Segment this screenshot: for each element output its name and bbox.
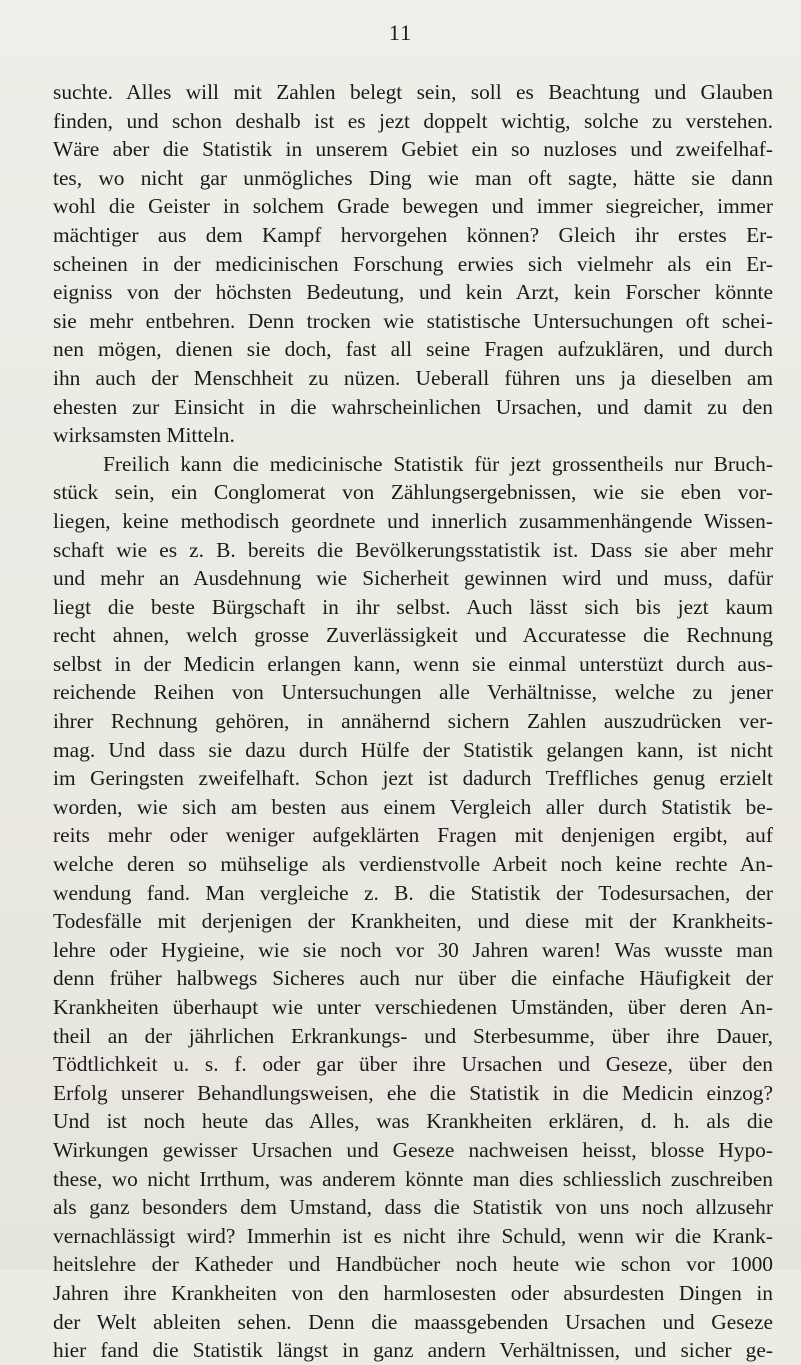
text-line: Todesfälle mit derjenigen der Krankheiten, und diese mit der Krankheits- bbox=[53, 909, 773, 934]
text-line: theil an der jährlichen Erkrankungs- und Sterbesumme, über ihre Dauer, bbox=[53, 1023, 773, 1048]
text-line: vernachlässigt wird? Immerhin ist es nicht ihre Schuld, wenn wir die Krank- bbox=[53, 1223, 773, 1248]
text-line: lehre oder Hygieine, wie sie noch vor 30 Jahren waren! Was wusste man bbox=[53, 937, 773, 962]
text-line: heitslehre der Katheder und Handbücher noch heute wie schon vor 1000 bbox=[53, 1252, 773, 1277]
text-line: nen mögen, dienen sie doch, fast all seine Fragen aufzuklären, und durch bbox=[53, 337, 773, 362]
text-line: Jahren ihre Krankheiten von den harmlosesten oder absurdesten Dingen in bbox=[53, 1280, 773, 1305]
text-line: Wäre aber die Statistik in unserem Gebiet ein so nuzloses und zweifelhaf- bbox=[53, 137, 773, 162]
text-line: im Geringsten zweifelhaft. Schon jezt ist dadurch Treffliches genug erzielt bbox=[53, 766, 773, 791]
text-line: Wirkungen gewisser Ursachen und Geseze nachweisen heisst, blosse Hypo- bbox=[53, 1137, 773, 1162]
text-line: stück sein, ein Conglomerat von Zählungsergebnissen, wie sie eben vor- bbox=[53, 480, 773, 505]
text-line: Und ist noch heute das Alles, was Krankheiten erklären, d. h. als die bbox=[53, 1109, 773, 1134]
paragraph-start-line: Freilich kann die medicinische Statistik für jezt grossentheils nur Bruch- bbox=[103, 451, 773, 476]
text-line: der Welt ableiten sehen. Denn die maassgebenden Ursachen und Geseze bbox=[53, 1309, 773, 1334]
text-line: these, wo nicht Irrthum, was anderem könnte man dies schliesslich zuschreiben bbox=[53, 1166, 773, 1191]
text-line: mächtiger aus dem Kampf hervorgehen können? Gleich ihr erstes Er- bbox=[53, 222, 773, 247]
text-line: Erfolg unserer Behandlungsweisen, ehe die Statistik in die Medicin einzog? bbox=[53, 1080, 773, 1105]
text-line: reits mehr oder weniger aufgeklärten Fragen mit denjenigen ergibt, auf bbox=[53, 823, 773, 848]
text-line: finden, und schon deshalb ist es jezt doppelt wichtig, solche zu verstehen. bbox=[53, 108, 773, 133]
text-line: als ganz besonders dem Umstand, dass die Statistik von uns noch allzusehr bbox=[53, 1195, 773, 1220]
text-line: ehesten zur Einsicht in die wahrscheinlichen Ursachen, und damit zu den bbox=[53, 394, 773, 419]
text-line: schaft wie es z. B. bereits die Bevölkerungsstatistik ist. Dass sie aber mehr bbox=[53, 537, 773, 562]
text-line: und mehr an Ausdehnung wie Sicherheit gewinnen wird und muss, dafür bbox=[53, 566, 773, 591]
text-line: reichende Reihen von Untersuchungen alle Verhältnisse, welche zu jener bbox=[53, 680, 773, 705]
text-line: suchte. Alles will mit Zahlen belegt sein, soll es Beachtung und Glauben bbox=[53, 80, 773, 104]
body-text bbox=[53, 78, 773, 1365]
text-line: Krankheiten überhaupt wie unter verschiedenen Umständen, über deren An- bbox=[53, 995, 773, 1019]
text-line: sie mehr entbehren. Denn trocken wie statistische Untersuchungen oft schei- bbox=[53, 308, 773, 333]
text-line: ihn auch der Menschheit zu nüzen. Ueberall führen uns ja dieselben am bbox=[53, 365, 773, 390]
text-line: liegen, keine methodisch geordnete und innerlich zusammenhängende Wissen- bbox=[53, 508, 773, 533]
text-line: denn früher halbwegs Sicheres auch nur über die einfache Häufigkeit der bbox=[53, 966, 773, 991]
text-line: liegt die beste Bürgschaft in ihr selbst. Auch lässt sich bis jezt kaum bbox=[53, 594, 773, 619]
text-line: wohl die Geister in solchem Grade bewegen und immer siegreicher, immer bbox=[53, 194, 773, 219]
text-line: eigniss von der höchsten Bedeutung, und kein Arzt, kein Forscher könnte bbox=[53, 280, 773, 305]
text-line: wendung fand. Man vergleiche z. B. die Statistik der Todesursachen, der bbox=[53, 880, 773, 905]
text-line: welche deren so mühselige als verdienstvolle Arbeit noch keine rechte An- bbox=[53, 852, 773, 877]
text-line: selbst in der Medicin erlangen kann, wenn sie einmal unterstüzt durch aus- bbox=[53, 651, 773, 676]
text-line: scheinen in der medicinischen Forschung erwies sich vielmehr als ein Er- bbox=[53, 251, 773, 276]
text-line: tes, wo nicht gar unmögliches Ding wie man oft sagte, hätte sie dann bbox=[53, 165, 773, 190]
page-number: 11 bbox=[388, 20, 413, 45]
text-line: worden, wie sich am besten aus einem Vergleich aller durch Statistik be- bbox=[53, 794, 773, 819]
text-line: Tödtlichkeit u. s. f. oder gar über ihre Ursachen und Geseze, über den bbox=[53, 1052, 773, 1077]
paragraph-end-line: wirksamsten Mitteln. bbox=[53, 423, 235, 448]
text-line: hier fand die Statistik längst in ganz andern Verhältnissen, und sicher ge- bbox=[53, 1338, 773, 1363]
text-line: recht ahnen, welch grosse Zuverlässigkeit und Accuratesse die Rechnung bbox=[53, 623, 773, 648]
text-line: mag. Und dass sie dazu durch Hülfe der Statistik gelangen kann, ist nicht bbox=[53, 737, 773, 762]
text-line: ihrer Rechnung gehören, in annähernd sichern Zahlen auszudrücken ver- bbox=[53, 709, 773, 734]
